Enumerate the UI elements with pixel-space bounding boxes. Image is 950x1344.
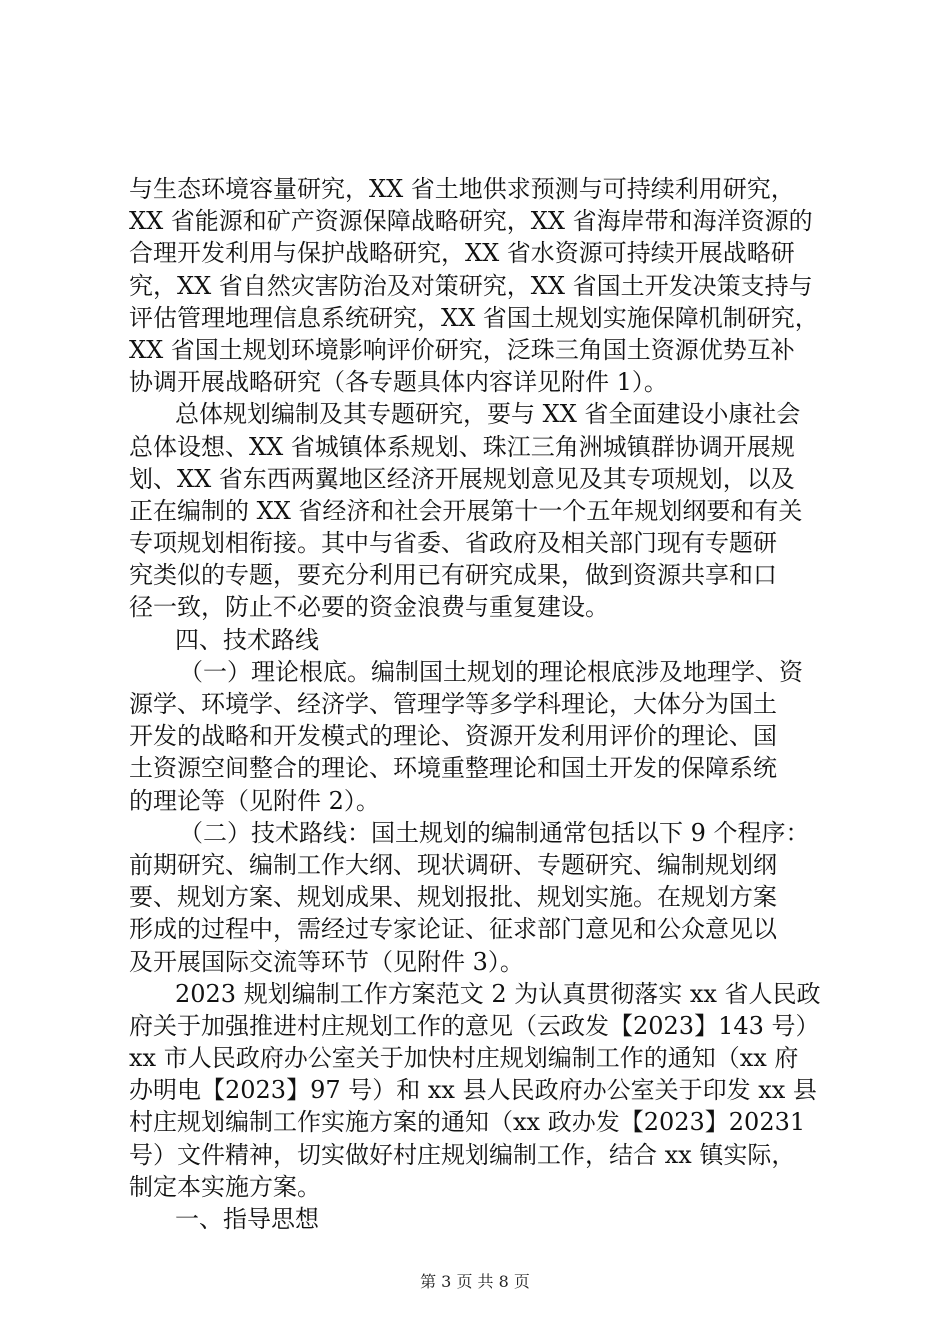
paragraph-start-line: 总体规划编制及其专题研究，要与 XX 省全面建设小康社会	[175, 400, 801, 429]
text-line: 形成的过程中，需经过专家论证、征求部门意见和公众意见以	[129, 915, 777, 944]
text-line: 办明电【2023】97 号）和 xx 县人民政府办公室关于印发 xx 县	[129, 1076, 817, 1105]
section-heading: 一、指导思想	[175, 1205, 319, 1233]
text-line: 的理论等（见附件 2）。	[129, 786, 380, 815]
text-line: 与生态环境容量研究，XX 省土地供求预测与可持续利用研究，	[129, 175, 795, 203]
text-line: 村庄规划编制工作实施方案的通知（xx 政办发【2023】20231	[129, 1108, 806, 1137]
text-line: 制定本实施方案。	[129, 1172, 321, 1201]
page-indicator: 第 3 页 共 8 页	[420, 1272, 530, 1291]
text-line: 专项规划相衔接。其中与省委、省政府及相关部门现有专题研	[129, 529, 777, 558]
text-line: 究，XX 省自然灾害防治及对策研究，XX 省国土开发决策支持与	[129, 271, 813, 300]
subsection-start-line: （二）技术路线：国土规划的编制通常包括以下 9 个程序：	[179, 818, 810, 847]
text-line: 号）文件精神，切实做好村庄规划编制工作，结合 xx 镇实际，	[129, 1140, 796, 1169]
text-line: xx 市人民政府办公室关于加快村庄规划编制工作的通知（xx 府	[129, 1044, 799, 1073]
text-line: 及开展国际交流等环节（见附件 3）。	[129, 947, 524, 976]
text-line: 府关于加强推进村庄规划工作的意见（云政发【2023】143 号）	[129, 1011, 820, 1040]
page-footer	[0, 1272, 950, 1292]
text-line: 源学、环境学、经济学、管理学等多学科理论，大体分为国土	[129, 690, 777, 718]
subsection-start-line: （一）理论根底。编制国土规划的理论根底涉及地理学、资	[179, 657, 803, 686]
text-line: 径一致，防止不必要的资金浪费与重复建设。	[129, 593, 609, 622]
text-line: 究类似的专题，要充分利用已有研究成果，做到资源共享和口	[129, 561, 777, 590]
text-line: 前期研究、编制工作大纲、现状调研、专题研究、编制规划纲	[129, 850, 777, 879]
text-line: 合理开发利用与保护战略研究，XX 省水资源可持续开展战略研	[129, 239, 795, 268]
text-line: 协调开展战略研究（各专题具体内容详见附件 1）。	[129, 368, 668, 397]
text-line: XX 省能源和矿产资源保障战略研究，XX 省海岸带和海洋资源的	[129, 207, 813, 236]
text-line: 土资源空间整合的理论、环境重整理论和国土开发的保障系统	[129, 754, 777, 783]
text-line: 总体设想、XX 省城镇体系规划、珠江三角洲城镇群协调开展规	[129, 432, 795, 461]
paragraph-start-line: 2023 规划编制工作方案范文 2 为认真贯彻落实 xx 省人民政	[175, 979, 821, 1008]
text-line: 划、XX 省东西两翼地区经济开展规划意见及其专项规划，以及	[129, 464, 795, 493]
section-heading: 四、技术路线	[175, 625, 319, 654]
document-body	[129, 173, 849, 1235]
text-line: 要、规划方案、规划成果、规划报批、规划实施。在规划方案	[129, 883, 777, 912]
text-line: 评估管理地理信息系统研究，XX 省国土规划实施保障机制研究，	[129, 303, 819, 332]
text-line: XX 省国土规划环境影响评价研究，泛珠三角国土资源优势互补	[129, 335, 795, 364]
text-line: 正在编制的 XX 省经济和社会开展第十一个五年规划纲要和有关	[129, 496, 803, 525]
text-line: 开发的战略和开发模式的理论、资源开发利用评价的理论、国	[129, 722, 777, 751]
